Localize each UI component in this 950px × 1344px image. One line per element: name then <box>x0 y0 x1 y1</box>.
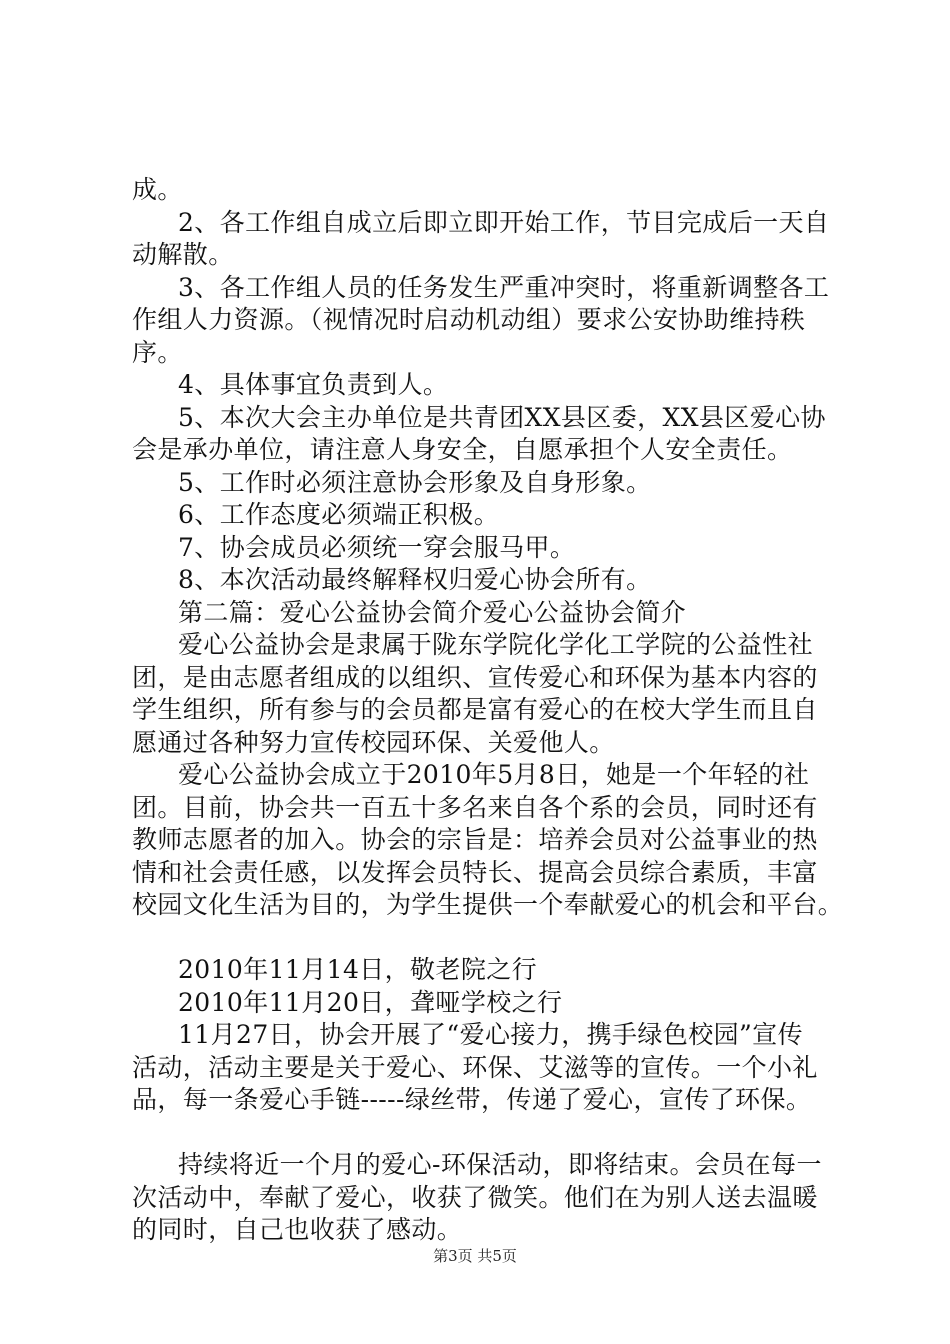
text-line: 团，是由志愿者组成的以组织、宣传爱心和环保为基本内容的 <box>132 662 818 692</box>
text-line: 持续将近一个月的爱心-环保活动，即将结束。会员在每一 <box>178 1150 822 1179</box>
section-heading: 第二篇：爱心公益协会简介爱心公益协会简介 <box>178 597 687 627</box>
text-line: 3、各工作组人员的任务发生严重冲突时，将重新调整各工 <box>178 272 830 302</box>
text-line: 团。目前，协会共一百五十多名来自各个系的会员，同时还有 <box>132 792 818 822</box>
document-body <box>132 174 844 1247</box>
text-line: 5、工作时必须注意协会形象及自身形象。 <box>178 467 652 497</box>
text-line: 的同时，自己也收获了感动。 <box>132 1215 463 1244</box>
text-line: 愿通过各种努力宣传校园环保、关爱他人。 <box>132 727 615 757</box>
text-line: 教师志愿者的加入。协会的宗旨是：培养会员对公益事业的热 <box>132 825 818 854</box>
text-line: 2010年11月20日，聋哑学校之行 <box>178 987 563 1017</box>
paragraph-gap <box>132 1117 832 1150</box>
text-line: 作组人力资源。（视情况时启动机动组）要求公安协助维持秩 <box>132 305 806 334</box>
text-line: 爱心公益协会是隶属于陇东学院化学化工学院的公益性社 <box>178 630 814 659</box>
text-line: 学生组织，所有参与的会员都是富有爱心的在校大学生而且自 <box>132 695 818 724</box>
text-line: 序。 <box>132 337 183 367</box>
text-line: 6、工作态度必须端正积极。 <box>178 500 500 529</box>
text-line: 次活动中，奉献了爱心，收获了微笑。他们在为别人送去温暖 <box>132 1182 818 1212</box>
text-line: 4、具体事宜负责到人。 <box>178 370 449 399</box>
text-line: 5、本次大会主办单位是共青团XX县区委，XX县区爱心协 <box>178 402 826 432</box>
text-line: 校园文化生活为目的，为学生提供一个奉献爱心的机会和平台。 <box>132 890 844 919</box>
text-line: 品，每一条爱心手链-----绿丝带，传递了爱心，宣传了环保。 <box>132 1085 812 1114</box>
text-line: 爱心公益协会成立于2010年5月8日，她是一个年轻的社 <box>178 760 810 789</box>
text-line: 活动，活动主要是关于爱心、环保、艾滋等的宣传。一个小礼 <box>132 1052 818 1082</box>
text-line: 动解散。 <box>132 240 234 269</box>
paragraph-gap <box>132 922 832 955</box>
text-line: 11月27日，协会开展了“爱心接力，携手绿色校园”宣传 <box>178 1020 803 1049</box>
text-line: 2010年11月14日，敬老院之行 <box>178 955 538 984</box>
page-number: 第3页 共5页 <box>433 1247 517 1265</box>
text-line: 7、协会成员必须统一穿会服马甲。 <box>178 532 576 562</box>
text-line: 成。 <box>132 175 183 204</box>
text-line: 8、本次活动最终解释权归爱心协会所有。 <box>178 565 652 594</box>
text-line: 情和社会责任感，以发挥会员特长、提高会员综合素质，丰富 <box>132 857 818 887</box>
text-line: 2、各工作组自成立后即立即开始工作，节目完成后一天自 <box>178 207 830 237</box>
text-line: 会是承办单位，请注意人身安全，自愿承担个人安全责任。 <box>132 435 793 464</box>
